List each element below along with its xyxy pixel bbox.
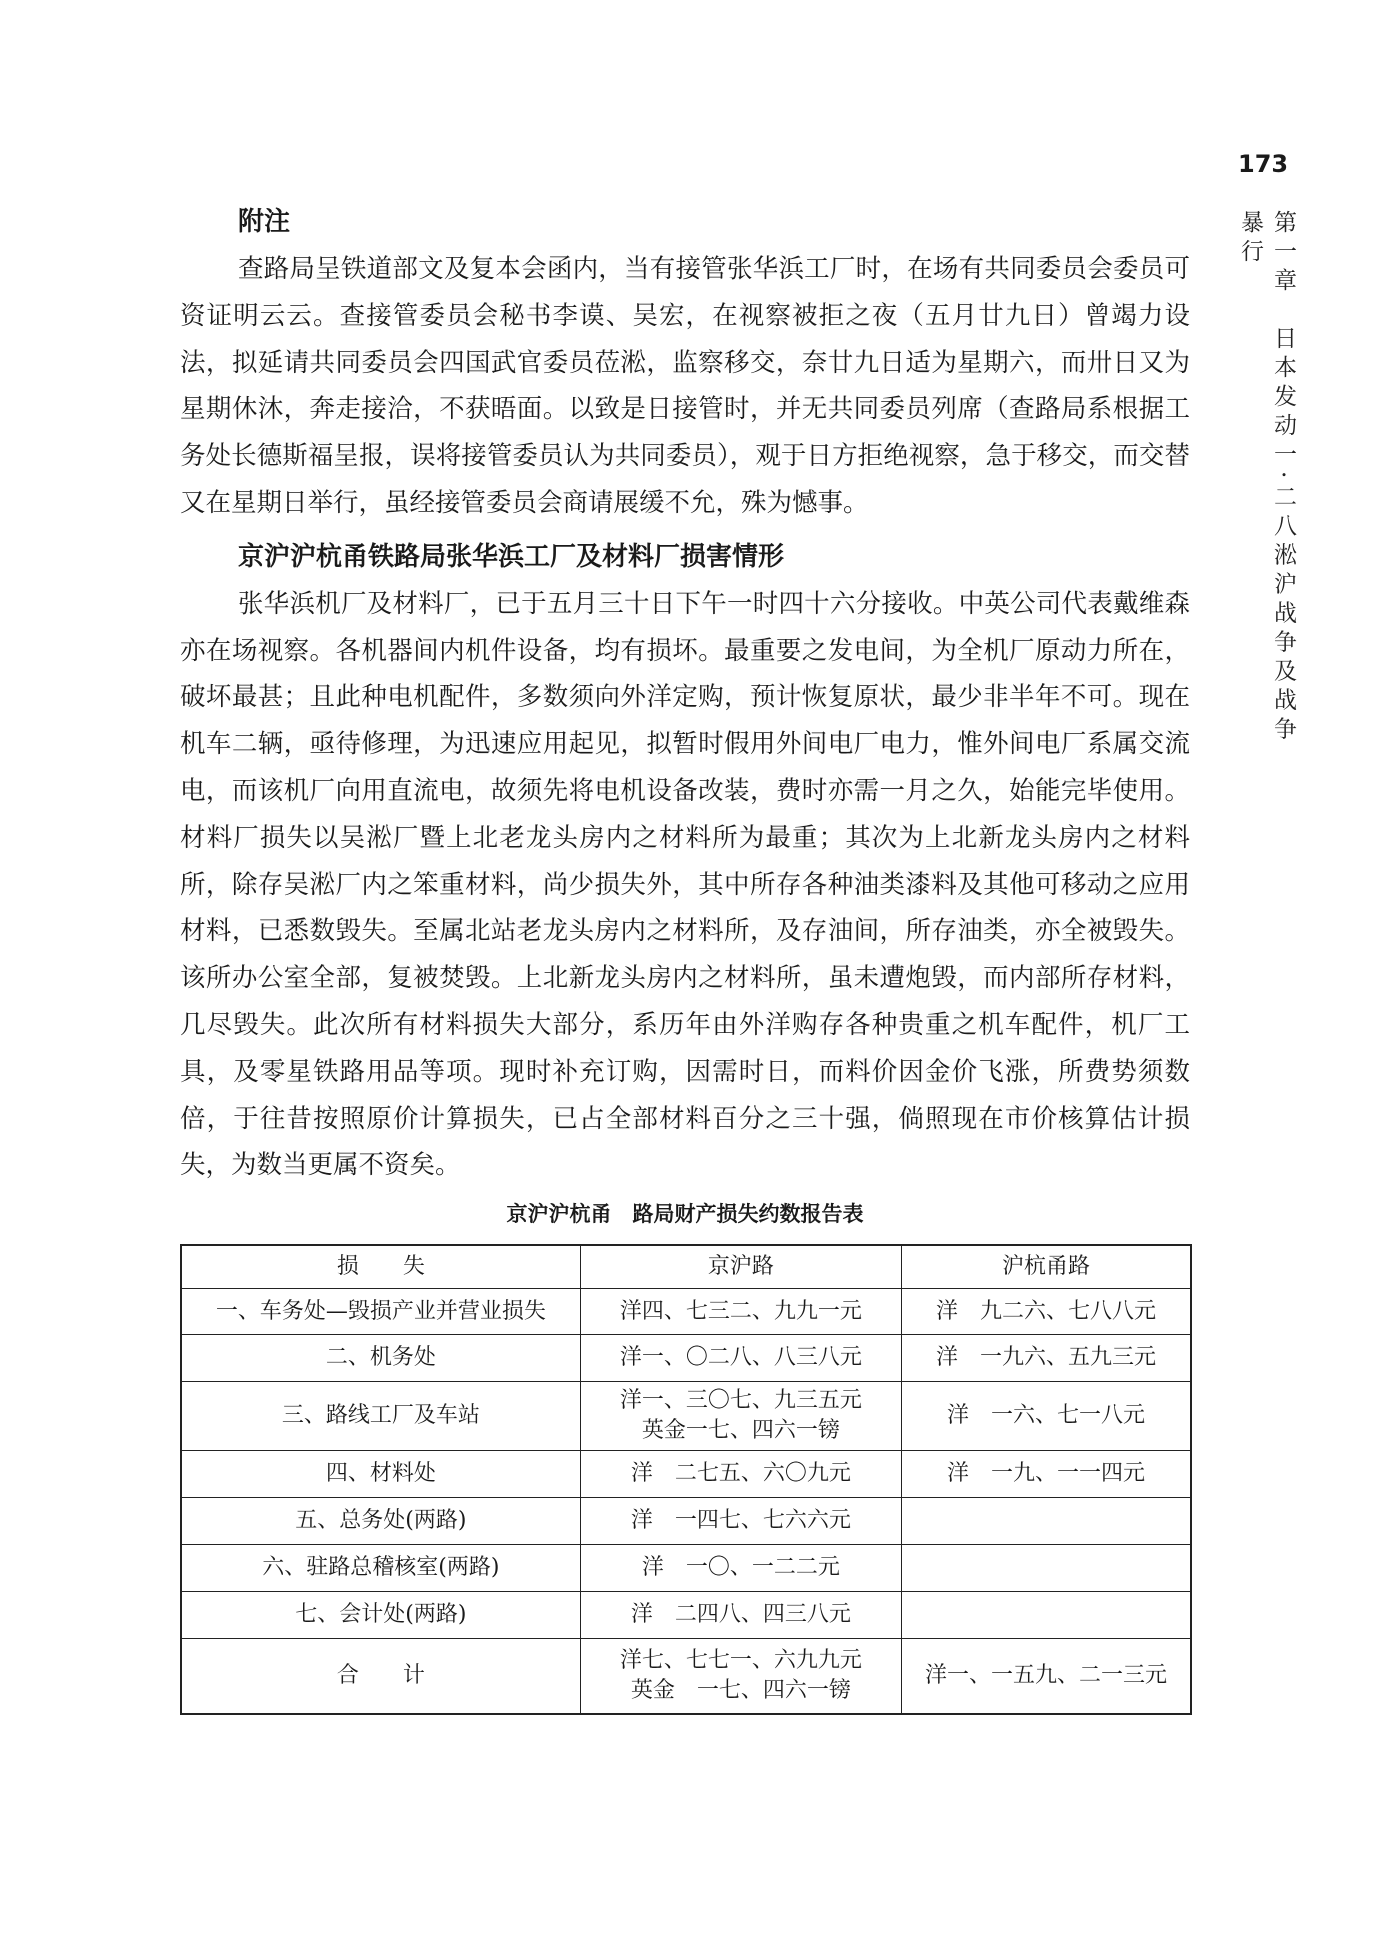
- row-jinghu: 洋 一〇、一二二元: [580, 1545, 901, 1592]
- row-jinghu: 洋一、三〇七、九三五元 英金一七、四六一镑: [580, 1382, 901, 1451]
- row-huhangyong-empty: [902, 1592, 1191, 1639]
- row-huhangyong: 洋 九二六、七八八元: [902, 1289, 1191, 1335]
- table-row: [181, 1451, 1191, 1498]
- notes-paragraph: 查路局呈铁道部文及复本会函内，当有接管张华浜工厂时，在场有共同委员会委员可资证明云云。查接管委员会秘书李谟、吴宏，在视察被拒之夜（五月廿九日）曾竭力设法，拟延请共同委员会四国武官委员莅淞，监察移交，奈廿九日适为星期六，而卅日又为星期休沐，奔走接洽，不获晤面。以致是日接管时，并无共同委员列席（查路局系根据工务处长德斯福呈报，误将接管委员认为共同委员），观于日方拒绝视察，急于移交，而交替又在星期日举行，虽经接管委员会商请展缓不允，殊为憾事。: [180, 254, 1190, 518]
- section-heading-notes: 附注: [238, 207, 291, 237]
- table-row: [181, 1592, 1191, 1639]
- row-item: 六、驻路总稽核室(两路): [181, 1545, 580, 1592]
- table-row: [181, 1335, 1191, 1382]
- total-label: 合 计: [181, 1639, 580, 1715]
- row-huhangyong: 洋 一九、一一四元: [902, 1451, 1191, 1498]
- loss-table: [180, 1244, 1192, 1715]
- header-huhangyong: 沪杭甬路: [902, 1245, 1191, 1289]
- row-huhangyong-empty: [902, 1545, 1191, 1592]
- running-chapter-header: 第一章 日本发动一·二八淞沪战争及战争暴行: [1237, 210, 1296, 746]
- page-number: 173: [1238, 150, 1289, 178]
- header-loss: 损 失: [181, 1245, 580, 1289]
- row-huhangyong-empty: [902, 1498, 1191, 1545]
- table-row: [181, 1289, 1191, 1335]
- row-jinghu: 洋 二四八、四三八元: [580, 1592, 901, 1639]
- damage-paragraph: 张华浜机厂及材料厂，已于五月三十日下午一时四十六分接收。中英公司代表戴维森亦在场视察。各机器间内机件设备，均有损坏。最重要之发电间，为全机厂原动力所在，破坏最甚；且此种电机配件，多数须向外洋定购，预计恢复原状，最少非半年不可。现在机车二辆，亟待修理，为迅速应用起见，拟暂时假用外间电厂电力，惟外间电厂系属交流电，而该机厂向用直流电，故须先将电机设备改装，费时亦需一月之久，始能完毕使用。材料厂损失以吴淞厂暨上北老龙头房内之材料所为最重；其次为上北新龙头房内之材料所，除存吴淞厂内之笨重材料，尚少损失外，其中所存各种油类漆料及其他可移动之应用材料，已悉数毁失。至属北站老龙头房内之材料所，及存油间，所存油类，亦全被毁失。该所办公室全部，复被焚毁。上北新龙头房内之材料所，虽未遭炮毁，而内部所存材料，几尽毁失。此次所有材料损失大部分，系历年由外洋购存各种贵重之机车配件，机厂工具，及零星铁路用品等项。现时补充订购，因需时日，而料价因金价飞涨，所费势须数倍，于往昔按照原价计算损失，已占全部材料百分之三十强，倘照现在市价核算估计损失，为数当更属不资矣。: [180, 588, 1190, 1181]
- section-heading-damage: 京沪沪杭甬铁路局张华浜工厂及材料厂损害情形: [238, 541, 785, 572]
- row-jinghu: 洋 一四七、七六六元: [580, 1498, 901, 1545]
- table-total-row: [181, 1639, 1191, 1715]
- main-text: [180, 198, 1190, 1189]
- table-row: [181, 1545, 1191, 1592]
- table-caption: 京沪沪杭甬 路局财产损失约数报告表: [506, 1202, 864, 1226]
- row-item: 五、总务处(两路): [181, 1498, 580, 1545]
- row-huhangyong: 洋 一六、七一八元: [902, 1382, 1191, 1451]
- row-jinghu: 洋 二七五、六〇九元: [580, 1451, 901, 1498]
- table-row: [181, 1382, 1191, 1451]
- row-huhangyong: 洋 一九六、五九三元: [902, 1335, 1191, 1382]
- row-item: 二、机务处: [181, 1335, 580, 1382]
- row-item: 一、车务处—毁损产业并营业损失: [181, 1289, 580, 1335]
- total-huhangyong: 洋一、一五九、二一三元: [902, 1639, 1191, 1715]
- table-row: [181, 1498, 1191, 1545]
- row-jinghu: 洋一、〇二八、八三八元: [580, 1335, 901, 1382]
- row-item: 四、材料处: [181, 1451, 580, 1498]
- row-item: 三、路线工厂及车站: [181, 1382, 580, 1451]
- header-jinghu: 京沪路: [580, 1245, 901, 1289]
- row-item: 七、会计处(两路): [181, 1592, 580, 1639]
- row-jinghu: 洋四、七三二、九九一元: [580, 1289, 901, 1335]
- total-jinghu: 洋七、七七一、六九九元 英金 一七、四六一镑: [580, 1639, 901, 1715]
- table-header-row: [181, 1245, 1191, 1289]
